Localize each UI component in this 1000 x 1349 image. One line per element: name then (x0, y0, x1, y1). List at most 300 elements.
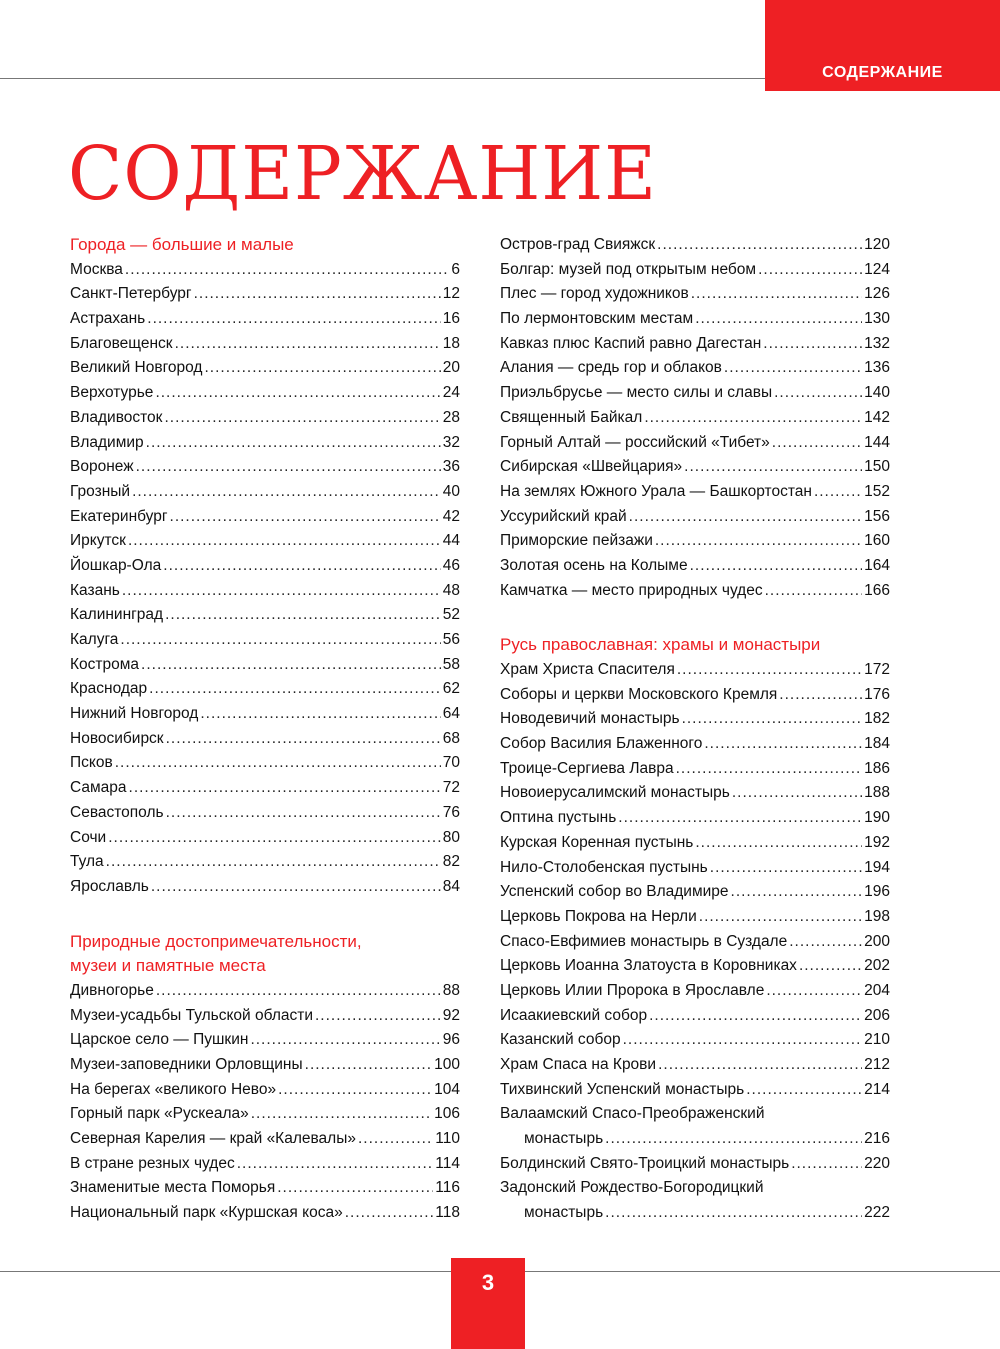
toc-leader-dots (204, 356, 440, 381)
toc-leader-dots (120, 628, 440, 653)
toc-leader-dots (165, 603, 441, 628)
toc-entry-page: 190 (864, 809, 890, 827)
toc-entry-title: Благовещенск (70, 334, 173, 352)
toc-entry-title: Священный Байкал (500, 408, 643, 426)
toc-entry-title: Троице-Сергиева Лавра (500, 759, 674, 777)
toc-entry-title: Воронеж (70, 458, 134, 476)
toc-leader-dots (175, 332, 441, 357)
toc-leader-dots (170, 505, 441, 530)
toc-leader-dots (315, 1004, 441, 1029)
toc-entry-title: Новоиерусалимский монастырь (500, 784, 730, 802)
toc-entry-page: 212 (864, 1056, 890, 1073)
toc-entry-page: 48 (442, 581, 460, 599)
toc-entry[interactable] (70, 455, 460, 480)
toc-entry[interactable] (70, 356, 460, 381)
toc-entry-title: Калининград (70, 606, 164, 624)
toc-leader-dots (136, 455, 441, 480)
toc-leader-dots (358, 1127, 433, 1152)
toc-entry-page: 136 (864, 359, 890, 377)
page-number-tab (451, 1258, 525, 1349)
toc-entry-title: Соборы и церкви Московского Кремля (500, 685, 778, 703)
toc-entry[interactable] (500, 757, 890, 782)
toc-entry[interactable] (500, 505, 890, 530)
toc-right-column (500, 233, 890, 1226)
toc-entry[interactable] (70, 751, 460, 776)
header-tab-label: СОДЕРЖАНИЕ (822, 64, 943, 81)
toc-entry[interactable] (70, 677, 460, 702)
section-heading-orthodox: Русь православная: храмы и монастыри (500, 635, 821, 655)
toc-entry-title: Верхотурье (70, 384, 154, 402)
toc-entry[interactable] (500, 1053, 890, 1078)
toc-leader-dots (774, 381, 862, 406)
toc-entry-page: 20 (442, 359, 460, 377)
toc-leader-dots (766, 979, 862, 1004)
toc-entry-title: Золотая осень на Колыме (500, 556, 688, 574)
toc-leader-dots (115, 751, 441, 776)
toc-entry[interactable] (500, 831, 890, 856)
toc-leader-dots (644, 406, 862, 431)
toc-leader-dots (146, 431, 441, 456)
toc-leader-dots (763, 332, 862, 357)
toc-entry-page: 192 (864, 833, 890, 851)
toc-entry[interactable] (500, 707, 890, 732)
toc-entry[interactable] (500, 1078, 890, 1103)
toc-leader-dots (251, 1102, 432, 1127)
toc-leader-dots (758, 258, 862, 283)
toc-entry-page: 160 (864, 532, 890, 550)
toc-entry-valaam[interactable] (500, 1127, 890, 1152)
toc-entry-title: Калуга (70, 631, 119, 648)
toc-leader-dots (676, 757, 863, 782)
toc-entry-title: Ярославль (70, 877, 149, 895)
toc-entry-title: Кавказ плюс Каспий равно Дагестан (500, 334, 762, 352)
toc-entry-page: 132 (864, 334, 890, 352)
toc-entry[interactable] (500, 282, 890, 307)
toc-entry-page: 214 (864, 1080, 890, 1098)
toc-entry[interactable] (500, 381, 890, 406)
toc-leader-dots (677, 658, 862, 683)
toc-entry[interactable] (70, 1201, 460, 1226)
toc-entry-page: 40 (442, 482, 460, 500)
toc-entry[interactable] (70, 875, 460, 900)
toc-entry-page: 204 (864, 981, 890, 999)
toc-entry-title: Церковь Покрова на Нерли (500, 907, 697, 925)
toc-entry-page: 188 (864, 784, 890, 802)
toc-entry-title: Грозный (70, 482, 131, 500)
toc-entry-title: Болгар: музей под открытым небом (500, 260, 757, 278)
toc-leader-dots (655, 529, 862, 554)
toc-entry-title: Тула (70, 853, 104, 871)
toc-leader-dots (141, 653, 441, 678)
toc-entry-title: Камчатка — место природных чудес (500, 581, 763, 599)
toc-entry-page: 68 (442, 729, 460, 747)
toc-entry-title: Плес — город художников (500, 285, 689, 303)
toc-leader-dots (122, 579, 441, 604)
page-title: СОДЕРЖАНИЕ (68, 131, 657, 217)
toc-entry-page: 16 (442, 310, 460, 328)
toc-entry-page: 140 (864, 384, 890, 402)
toc-entry-title: Курская Коренная пустынь (500, 833, 694, 851)
toc-entry-title: Владивосток (70, 408, 163, 426)
toc-leader-dots (605, 1127, 862, 1152)
toc-leader-dots (791, 1152, 862, 1177)
toc-entry[interactable] (70, 505, 460, 530)
toc-entry-title: Казань (70, 581, 120, 599)
toc-leader-dots (147, 307, 440, 332)
toc-list-nature-part2 (500, 233, 890, 603)
toc-leader-dots (658, 1053, 862, 1078)
toc-entry-page: 72 (442, 779, 460, 797)
toc-entry[interactable] (70, 826, 460, 851)
section-heading-cities: Города — большие и малые (70, 235, 294, 254)
toc-entry-title: Храм Спаса на Крови (500, 1056, 657, 1073)
toc-leader-dots (695, 831, 862, 856)
toc-entry[interactable] (500, 781, 890, 806)
toc-entry-page: 124 (864, 260, 890, 278)
toc-entry[interactable] (500, 905, 890, 930)
toc-entry-title: Казанский собор (500, 1031, 621, 1049)
toc-entry-page: 182 (864, 710, 890, 728)
toc-entry-page: 206 (864, 1006, 890, 1024)
toc-entry[interactable] (70, 282, 460, 307)
toc-entry-page: 18 (442, 334, 460, 352)
toc-entry-title: Музеи-заповедники Орловщины (70, 1056, 303, 1073)
toc-entry[interactable] (70, 727, 460, 752)
toc-entry-title: Храм Христа Спасителя (500, 661, 675, 678)
toc-entry[interactable] (500, 1004, 890, 1029)
toc-leader-dots (746, 1078, 862, 1103)
toc-leader-dots (691, 282, 862, 307)
toc-leader-dots (724, 356, 862, 381)
toc-entry[interactable] (70, 480, 460, 505)
toc-leader-dots (699, 905, 862, 930)
toc-entry-page: 194 (864, 858, 890, 876)
toc-entry-title: По лермонтовским местам (500, 310, 694, 328)
toc-entry[interactable] (70, 776, 460, 801)
toc-entry-title: Уссурийский край (500, 507, 627, 525)
toc-leader-dots (200, 702, 440, 727)
toc-entry-page: 44 (442, 532, 460, 550)
toc-entry-page: 58 (442, 655, 460, 673)
toc-entry-page: 12 (442, 285, 460, 303)
toc-leader-dots (155, 381, 440, 406)
toc-entry-title: Северная Карелия — край «Калевалы» (70, 1130, 356, 1148)
toc-entry-title: Екатеринбург (70, 507, 168, 525)
toc-entry[interactable] (70, 603, 460, 628)
toc-entry-page: 116 (435, 1179, 460, 1197)
toc-leader-dots (129, 776, 441, 801)
toc-leader-dots (710, 856, 862, 881)
toc-leader-dots (194, 282, 441, 307)
toc-leader-dots (106, 850, 441, 875)
toc-entry-title: монастырь (524, 1130, 604, 1148)
toc-leader-dots (623, 1028, 863, 1053)
toc-entry-page: 118 (435, 1204, 460, 1222)
toc-entry-page: 32 (442, 433, 460, 451)
toc-entry[interactable] (70, 1028, 460, 1053)
toc-entry[interactable] (500, 806, 890, 831)
toc-entry-title: Собор Василия Блаженного (500, 735, 703, 753)
toc-entry-title: В стране резных чудес (70, 1154, 235, 1172)
toc-entry-title: Царское село — Пушкин (70, 1031, 249, 1049)
toc-entry[interactable] (500, 406, 890, 431)
toc-entry-page: 28 (442, 408, 460, 426)
toc-entry-boldino[interactable] (500, 1152, 890, 1177)
toc-entry-page: 56 (442, 631, 460, 648)
toc-entry[interactable] (70, 554, 460, 579)
toc-entry-title: Горный парк «Рускеала» (70, 1105, 249, 1123)
toc-leader-dots (799, 954, 862, 979)
toc-entry-page: 156 (864, 507, 890, 525)
toc-entry-title: Владимир (70, 433, 144, 451)
toc-entry-title: Болдинский Свято-Троицкий монастырь (500, 1154, 790, 1172)
toc-leader-dots (779, 683, 862, 708)
toc-entry-page: 24 (442, 384, 460, 402)
toc-entry[interactable] (500, 683, 890, 708)
toc-list-cities (70, 258, 460, 900)
toc-entry-title: Краснодар (70, 680, 148, 698)
toc-entry[interactable] (500, 480, 890, 505)
header-rule (0, 78, 765, 79)
toc-entry-page: 210 (864, 1031, 890, 1049)
toc-entry-title: Сочи (70, 828, 107, 846)
toc-entry-page: 110 (435, 1130, 460, 1148)
toc-entry[interactable] (500, 579, 890, 604)
toc-entry[interactable] (500, 658, 890, 683)
toc-entry-title: Севастополь (70, 803, 164, 821)
toc-entry[interactable] (500, 880, 890, 905)
toc-entry-title: Новосибирск (70, 729, 164, 747)
toc-entry-title: На землях Южного Урала — Башкортостан (500, 482, 812, 500)
toc-leader-dots (732, 781, 862, 806)
toc-entry-page: 164 (864, 556, 890, 574)
toc-entry-title: Самара (70, 779, 127, 797)
toc-entry[interactable] (500, 332, 890, 357)
toc-entry-page: 46 (442, 556, 460, 574)
toc-leader-dots (814, 480, 862, 505)
toc-entry-page: 222 (864, 1204, 890, 1222)
toc-entry-page: 76 (442, 803, 460, 821)
toc-entry[interactable] (70, 406, 460, 431)
toc-leader-dots (278, 1078, 432, 1103)
toc-entry-page: 52 (442, 606, 460, 624)
toc-entry-title: Приморские пейзажи (500, 532, 653, 550)
toc-entry-title: Йошкар-Ола (70, 556, 162, 574)
toc-entry-page: 142 (864, 408, 890, 426)
toc-entry-page: 120 (864, 236, 890, 253)
toc-entry[interactable] (70, 579, 460, 604)
toc-entry-title: Успенский собор во Владимире (500, 883, 729, 901)
toc-entry[interactable] (70, 850, 460, 875)
toc-leader-dots (684, 455, 862, 480)
toc-leader-dots (657, 233, 862, 258)
toc-entry[interactable] (500, 431, 890, 456)
toc-entry-title: Москва (70, 260, 123, 278)
toc-entry[interactable] (70, 431, 460, 456)
toc-leader-dots (695, 307, 862, 332)
toc-entry-title: монастырь (524, 1204, 604, 1222)
toc-leader-dots (125, 258, 449, 283)
toc-entry-title: Приэльбрусье — место силы и славы (500, 384, 773, 402)
toc-entry-page: 84 (442, 877, 460, 895)
toc-leader-dots (132, 480, 441, 505)
toc-entry-page: 80 (442, 828, 460, 846)
toc-leader-dots (682, 707, 863, 732)
toc-entry[interactable] (70, 801, 460, 826)
toc-leader-dots (163, 554, 440, 579)
toc-entry[interactable] (70, 653, 460, 678)
toc-leader-dots (166, 727, 441, 752)
toc-entry[interactable] (70, 628, 460, 653)
toc-leader-dots (156, 979, 441, 1004)
toc-entry-title: Остров-град Свияжск (500, 236, 656, 253)
toc-entry-title: Горный Алтай — российский «Тибет» (500, 433, 770, 451)
toc-entry-title: Нило-Столобенская пустынь (500, 858, 708, 876)
toc-entry-page: 64 (442, 705, 460, 723)
toc-leader-dots (789, 930, 862, 955)
toc-entry-title: Псков (70, 754, 113, 772)
toc-entry-page: 184 (864, 735, 890, 753)
toc-entry-zadonsk[interactable] (500, 1201, 890, 1226)
toc-entry[interactable] (500, 1028, 890, 1053)
toc-entry-page: 6 (451, 260, 460, 278)
toc-entry-title: Новодевичий монастырь (500, 710, 680, 728)
toc-entry-page: 82 (442, 853, 460, 871)
toc-entry[interactable] (70, 702, 460, 727)
toc-entry-page: 186 (864, 759, 890, 777)
toc-leader-dots (250, 1028, 440, 1053)
toc-entry[interactable] (70, 1004, 460, 1029)
section-heading-nature-line2: музеи и памятные места (70, 956, 266, 976)
toc-entry-title: Исаакиевский собор (500, 1006, 648, 1024)
toc-entry-title: Сибирская «Швейцария» (500, 458, 683, 476)
toc-entry[interactable] (500, 258, 890, 283)
toc-entry-page: 202 (864, 957, 890, 975)
toc-entry-title: Дивногорье (70, 981, 154, 999)
toc-entry-title: Астрахань (70, 310, 146, 328)
toc-leader-dots (629, 505, 862, 530)
toc-entry[interactable] (70, 529, 460, 554)
toc-entry-page: 200 (864, 932, 890, 950)
toc-entry-page: 96 (442, 1031, 460, 1049)
toc-entry[interactable] (500, 954, 890, 979)
toc-entry[interactable] (500, 307, 890, 332)
toc-entry-title: Санкт-Петербург (70, 285, 192, 303)
toc-leader-dots (345, 1201, 434, 1226)
toc-leader-dots (731, 880, 863, 905)
toc-entry-title: Нижний Новгород (70, 705, 199, 723)
toc-entry-page: 130 (864, 310, 890, 328)
toc-list-orthodox (500, 658, 890, 1102)
toc-entry[interactable] (70, 258, 460, 283)
toc-leader-dots (772, 431, 862, 456)
toc-entry-title: Музеи-усадьбы Тульской области (70, 1006, 313, 1024)
toc-entry[interactable] (70, 1152, 460, 1177)
toc-entry[interactable] (500, 233, 890, 258)
toc-entry[interactable] (70, 1127, 460, 1152)
toc-entry-title: Алания — средь гор и облаков (500, 359, 722, 377)
toc-entry[interactable] (500, 455, 890, 480)
toc-left-column (70, 233, 460, 1226)
toc-leader-dots (164, 406, 440, 431)
toc-entry-page: 42 (442, 507, 460, 525)
toc-entry[interactable] (500, 930, 890, 955)
toc-entry-page: 114 (435, 1154, 460, 1172)
toc-leader-dots (237, 1152, 434, 1177)
toc-entry-title: Великий Новгород (70, 359, 203, 377)
toc-entry[interactable] (70, 1102, 460, 1127)
toc-entry[interactable] (500, 529, 890, 554)
toc-entry-page: 150 (864, 458, 890, 476)
toc-entry-page: 166 (864, 581, 890, 599)
toc-entry-title: Знаменитые места Поморья (70, 1179, 276, 1197)
toc-entry[interactable] (500, 554, 890, 579)
toc-entry-valaam-line1[interactable]: Валаамский Спасо-Преображенский (500, 1105, 765, 1123)
toc-entry-page: 92 (442, 1006, 460, 1024)
toc-leader-dots (166, 801, 441, 826)
toc-entry-title: Оптина пустынь (500, 809, 617, 827)
toc-entry-title: Кострома (70, 655, 140, 673)
toc-entry-page: 196 (864, 883, 890, 901)
toc-entry-title: Тихвинский Успенский монастырь (500, 1080, 745, 1098)
toc-leader-dots (151, 875, 441, 900)
toc-entry-page: 70 (442, 754, 460, 772)
toc-entry[interactable] (70, 381, 460, 406)
toc-entry[interactable] (70, 332, 460, 357)
toc-leader-dots (618, 806, 862, 831)
toc-leader-dots (128, 529, 441, 554)
toc-entry[interactable] (70, 1053, 460, 1078)
toc-entry-page: 198 (864, 907, 890, 925)
toc-entry-page: 104 (434, 1080, 460, 1098)
toc-entry[interactable] (70, 1078, 460, 1103)
toc-entry[interactable] (70, 1176, 460, 1201)
header-section-tab (765, 0, 1000, 91)
page-number: 3 (481, 1270, 495, 1295)
toc-leader-dots (277, 1176, 433, 1201)
toc-entry-page: 36 (442, 458, 460, 476)
toc-leader-dots (704, 732, 862, 757)
toc-entry-page: 88 (442, 981, 460, 999)
toc-entry[interactable] (500, 356, 890, 381)
toc-leader-dots (149, 677, 441, 702)
toc-entry[interactable] (70, 307, 460, 332)
section-heading-nature-line1: Природные достопримечательности, (70, 931, 362, 951)
toc-entry-page: 62 (442, 680, 460, 698)
toc-entry-page: 152 (864, 482, 890, 500)
toc-leader-dots (765, 579, 863, 604)
toc-entry-page: 176 (864, 685, 890, 703)
toc-entry-page: 126 (864, 285, 890, 303)
toc-entry[interactable] (70, 979, 460, 1004)
toc-entry-page: 172 (864, 661, 890, 678)
toc-entry-title: Иркутск (70, 532, 126, 550)
toc-entry-page: 216 (864, 1130, 890, 1148)
toc-leader-dots (649, 1004, 862, 1029)
toc-entry-title: Церковь Илии Пророка в Ярославле (500, 981, 765, 999)
toc-leader-dots (605, 1201, 862, 1226)
toc-entry-title: Спасо-Евфимиев монастырь в Суздале (500, 932, 788, 950)
toc-entry-page: 100 (434, 1056, 460, 1073)
toc-list-nature-part1 (70, 979, 460, 1226)
toc-entry-page: 144 (864, 433, 890, 451)
toc-entry[interactable] (500, 979, 890, 1004)
toc-entry[interactable] (500, 732, 890, 757)
toc-entry-title: Национальный парк «Куршская коса» (70, 1204, 343, 1222)
toc-entry-zadonsk-line1[interactable]: Задонский Рождество-Богородицкий (500, 1179, 764, 1197)
toc-entry[interactable] (500, 856, 890, 881)
toc-leader-dots (108, 826, 441, 851)
